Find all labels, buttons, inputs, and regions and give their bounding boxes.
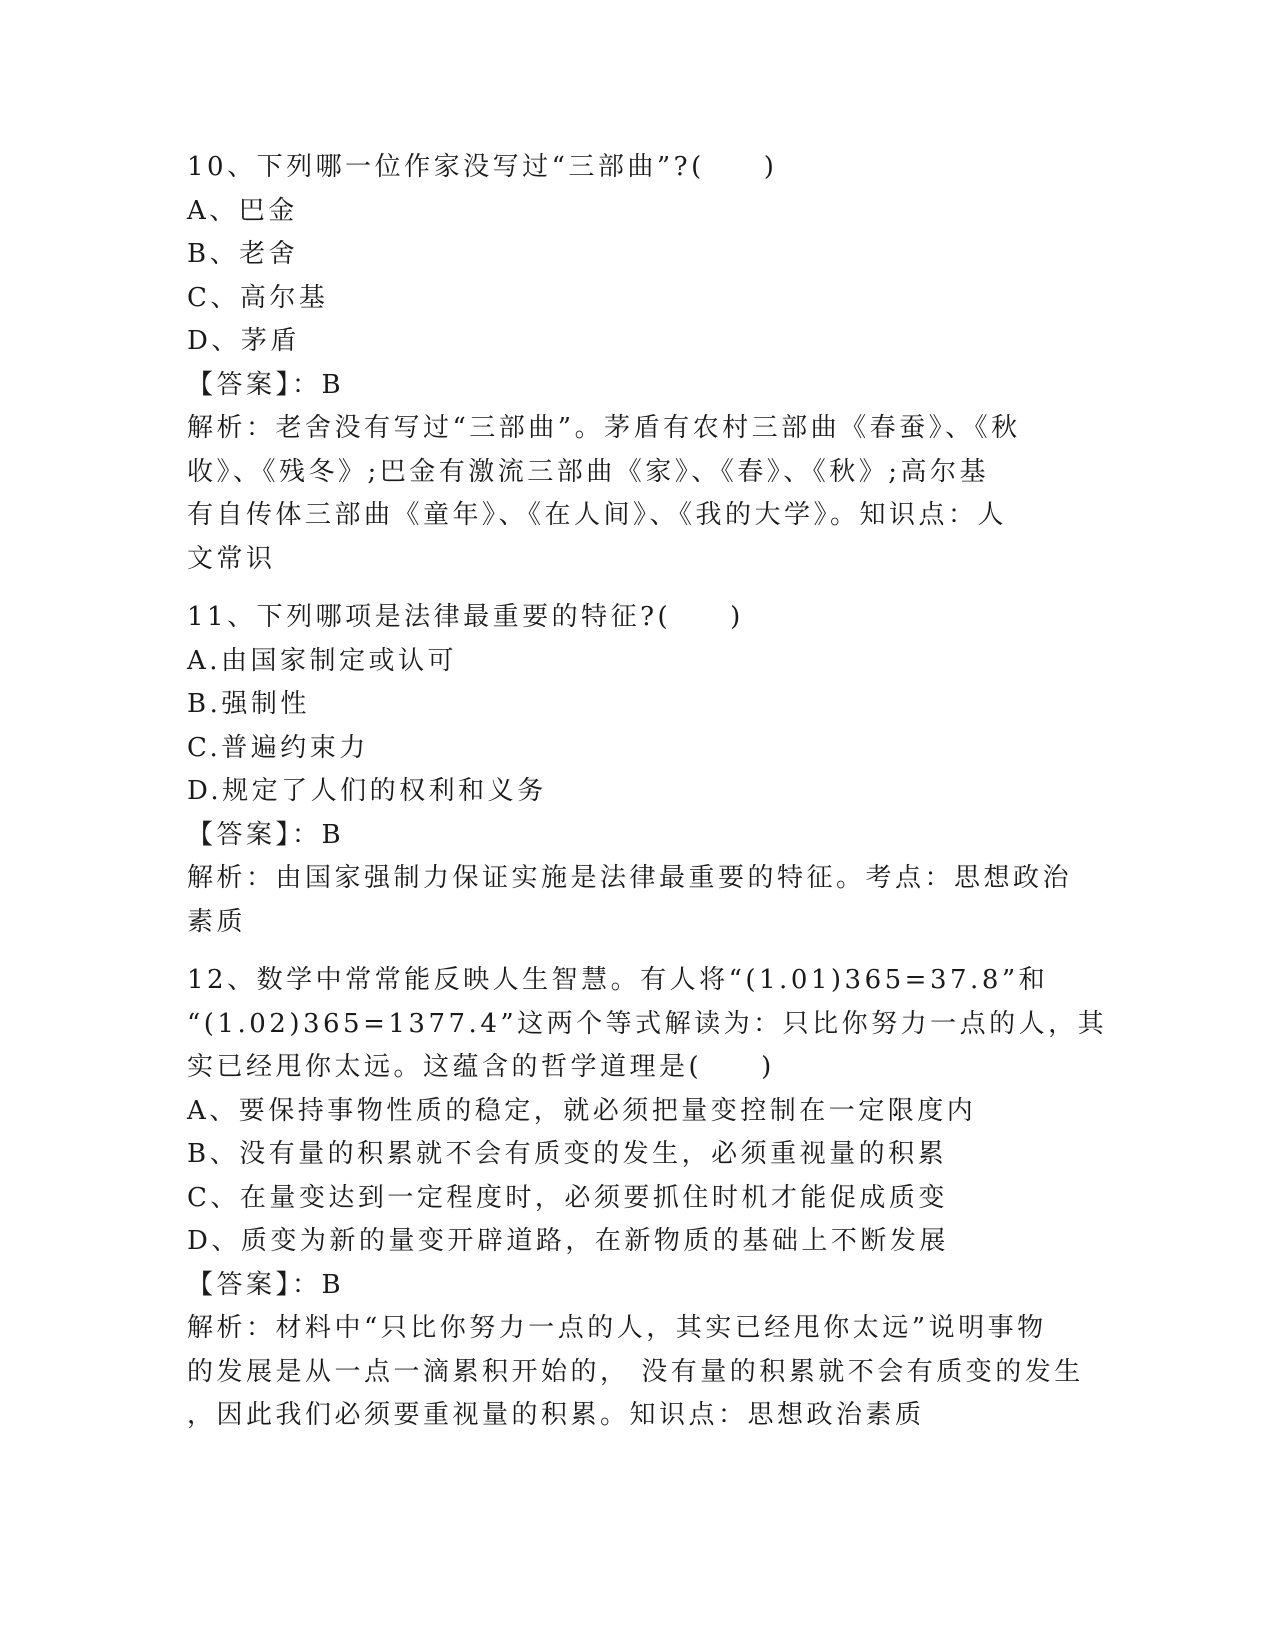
question-spacer [187,944,1087,959]
question-stem: 12、数学中常常能反映人生智慧。有人将“(1.01)365=37.8”和 [187,965,1049,995]
question-stem: 实已经甩你太远。这蕴含的哲学道理是( ) [187,1052,775,1082]
option-a: A、要保持事物性质的稳定，就必须把量变控制在一定限度内 [187,1095,977,1126]
question-stem: 10、下列哪一位作家没写过“三部曲”?( ) [187,152,778,182]
question-stem: “(1.02)365=1377.4”这两个等式解读为：只比你努力一点的人，其 [187,1008,1108,1039]
question-stem: 11、下列哪项是法律最重要的特征?( ) [187,602,744,632]
option-b: B、老舍 [187,239,299,269]
option-c: C、在量变达到一定程度时，必须要抓住时机才能促成质变 [187,1182,948,1213]
analysis-line: ，因此我们必须要重视量的积累。知识点：思想政治素质 [187,1400,925,1430]
analysis-line: 解析：材料中“只比你努力一点的人，其实已经甩你太远”说明事物 [187,1313,1047,1343]
option-c: C、高尔基 [187,282,329,313]
analysis-line: 素质 [187,906,247,937]
answer-label: 【答案】：B [187,819,345,850]
answer-label: 【答案】：B [187,1269,345,1300]
question-spacer [187,581,1087,596]
analysis-line: 收》、《残冬》;巴金有激流三部曲《家》、《春》、《秋》;高尔基 [187,456,990,487]
analysis-line: 的发展是从一点一滴累积开始的， 没有量的积累就不会有质变的发生 [187,1356,1084,1387]
option-b: B、没有量的积累就不会有质变的发生，必须重视量的积累 [187,1139,948,1169]
analysis-line: 文常识 [187,543,276,574]
option-d: D、质变为新的量变开辟道路，在新物质的基础上不断发展 [187,1226,949,1256]
document-page [187,146,1108,1438]
answer-label: 【答案】：B [187,369,345,400]
option-a: A.由国家制定或认可 [187,645,458,676]
option-b: B.强制性 [187,689,310,719]
question-12 [187,959,1108,1438]
option-c: C.普遍约束力 [187,732,369,763]
question-10 [187,146,1087,581]
analysis-line: 解析：老舍没有写过“三部曲”。茅盾有农村三部曲《春蚕》、《秋 [187,413,1021,443]
option-d: D.规定了人们的权利和义务 [187,776,547,806]
option-a: A、巴金 [187,195,298,226]
analysis-line: 有自传体三部曲《童年》、《在人间》、《我的大学》。知识点：人 [187,500,1008,530]
question-11 [187,596,1087,944]
analysis-line: 解析：由国家强制力保证实施是法律最重要的特征。考点：思想政治 [187,863,1073,893]
option-d: D、茅盾 [187,326,300,356]
